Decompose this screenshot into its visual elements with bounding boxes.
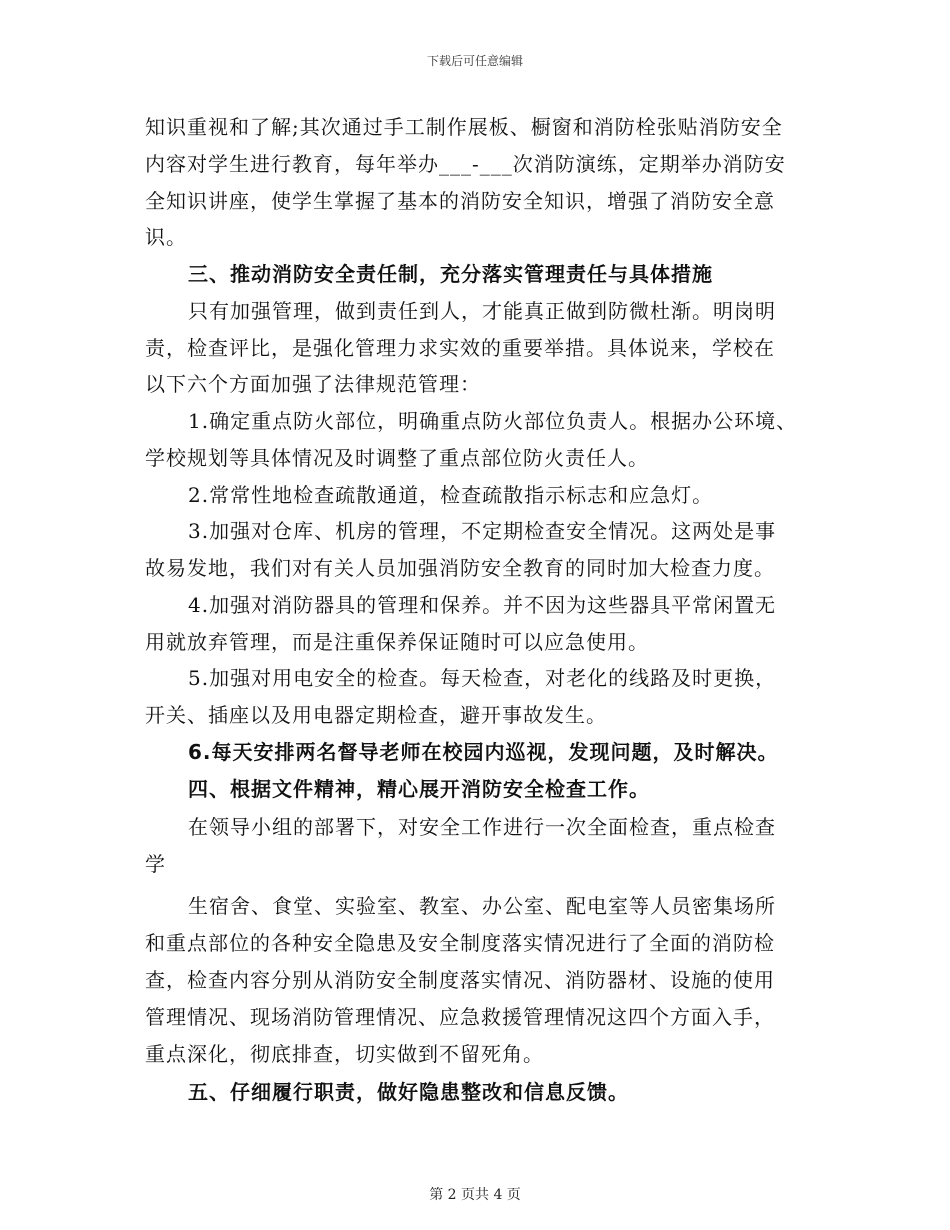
paragraph-line: 在领导小组的部署下，对安全工作进行一次全面检查，重点检查 (188, 815, 776, 839)
section-heading-3: 三、推动消防安全责任制，充分落实管理责任与具体措施 (188, 262, 713, 286)
paragraph-line: 学 (145, 852, 166, 876)
paragraph-line: 知识重视和了解;其次通过手工制作展板、橱窗和消防栓张贴消防安全 (145, 115, 783, 139)
list-item: 5.加强对用电安全的检查。每天检查，对老化的线路及时更换， (188, 666, 777, 690)
list-item-bold: 6.每天安排两名督导老师在校园内巡视，发现问题，及时解决。 (188, 740, 779, 764)
paragraph-line: 开关、插座以及用电器定期检查，避开事故发生。 (145, 703, 607, 727)
paragraph-line: 查，检查内容分别从消防安全制度落实情况、消防器材、设施的使用 (145, 968, 775, 992)
paragraph-line: 和重点部位的各种安全隐患及安全制度落实情况进行了全面的消防检 (145, 931, 775, 955)
list-item: 3.加强对仓库、机房的管理，不定期检查安全情况。这两处是事 (188, 519, 777, 543)
paragraph-line: 用就放弃管理，而是注重保养保证随时可以应急使用。 (145, 630, 649, 654)
paragraph-line: 重点深化，彻底排查，切实做到不留死角。 (145, 1042, 544, 1066)
section-heading-5: 五、仔细履行职责，做好隐患整改和信息反馈。 (188, 1080, 629, 1104)
paragraph-line: 以下六个方面加强了法律规范管理： (145, 372, 481, 396)
paragraph-line: 责，检查评比，是强化管理力求实效的重要举措。具体说来，学校在 (145, 336, 775, 360)
paragraph-line: 全知识讲座，使学生掌握了基本的消防安全知识，增强了消防安全意 (145, 189, 775, 213)
page-header: 下载后可任意编辑 (426, 54, 523, 68)
paragraph-line: 生宿舍、食堂、实验室、教室、办公室、配电室等人员密集场所 (188, 894, 776, 918)
paragraph-line: 识。 (145, 225, 187, 249)
list-item: 2.常常性地检查疏散通道，检查疏散指示标志和应急灯。 (188, 483, 714, 507)
paragraph-line: 故易发地，我们对有关人员加强消防安全教育的同时加大检查力度。 (145, 556, 775, 580)
list-item: 1.确定重点防火部位，明确重点防火部位负责人。根据办公环境、 (188, 409, 798, 433)
section-heading-4: 四、根据文件精神，精心展开消防安全检查工作。 (188, 777, 650, 801)
paragraph-line: 内容对学生进行教育，每年举办___-___次消防演练，定期举办消防安 (145, 152, 786, 176)
paragraph-line: 管理情况、现场消防管理情况、应急救援管理情况这四个方面入手， (145, 1005, 775, 1029)
paragraph-line: 学校规划等具体情况及时调整了重点部位防火责任人。 (145, 446, 649, 470)
paragraph-line: 只有加强管理，做到责任到人，才能真正做到防微杜渐。明岗明 (188, 299, 776, 323)
page-footer: 第 2 页共 4 页 (429, 1187, 521, 1203)
list-item: 4.加强对消防器具的管理和保养。并不因为这些器具平常闲置无 (188, 593, 777, 617)
